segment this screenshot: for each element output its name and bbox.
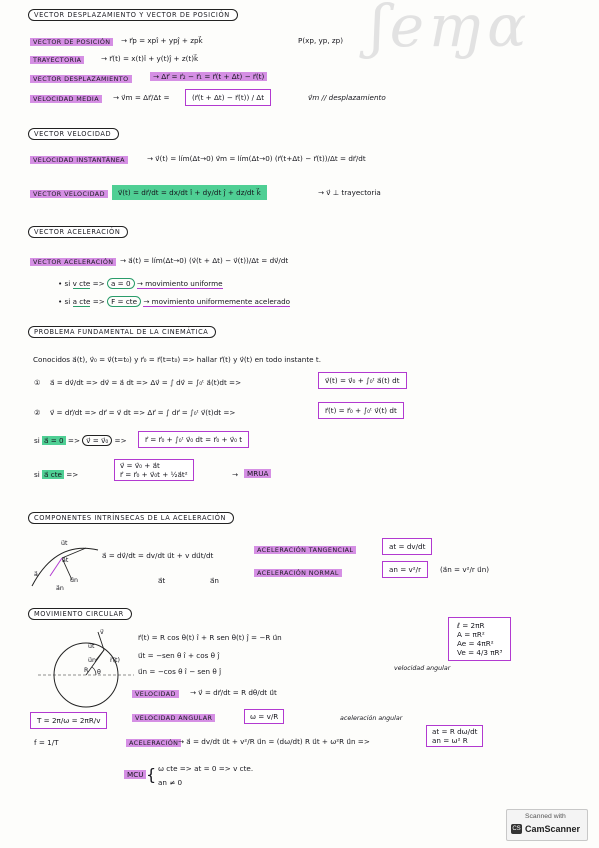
box-at: at = dv/dt (382, 538, 432, 555)
eq1-derivation: a⃗ = dv⃗/dt => dv⃗ = a⃗ dt => Δv⃗ = ∫ dv⃗ = ∫₀ᵗ a⃗(t)dt => (50, 378, 242, 387)
note-vm-desplazamiento: v⃗m // desplazamiento (308, 93, 386, 102)
eq-vector-posicion: → r⃗p = xpî + ypĵ + zpk⃗ (121, 36, 203, 45)
eq-point-p: P(xp, yp, zp) (298, 36, 344, 45)
bullet-v-cte-cond: v cte (72, 279, 91, 288)
eq2-number: ② (34, 408, 41, 417)
eq-velocidad-instantanea: → v⃗(t) = lím(Δt→0) v⃗m = lím(Δt→0) (r⃗(t+Δt) − r⃗(t))/Δt = dr⃗/dt (147, 154, 366, 163)
under-at: a⃗t (158, 576, 166, 585)
camscanner-watermark (506, 809, 588, 841)
fig5-an: a⃗n (56, 585, 64, 592)
section-title-movimiento-circular: MOVIMIENTO CIRCULAR (28, 608, 132, 620)
box-periodo: T = 2π/ω = 2πR/v (30, 712, 107, 729)
fig5-ut: u⃗t (61, 540, 68, 547)
fig6-theta: θ (97, 669, 101, 676)
label-trayectoria: TRAYECTORIA (30, 56, 84, 64)
label-vector-posicion: VECTOR DE POSICIÓN (30, 38, 113, 46)
bullet-a-cte (58, 297, 290, 306)
geom-longitud: ℓ = 2πR (457, 621, 485, 630)
eq3-si: si (34, 436, 40, 445)
eq4-implies: => (66, 470, 79, 479)
camscanner-logo-icon: CS (512, 826, 521, 832)
label-aceleracion-circular: ACELERACIÓN (126, 739, 181, 747)
eq3-implies: => (67, 436, 80, 445)
bullet-a-cero: a = 0 (107, 278, 135, 289)
section-title-aceleracion: VECTOR ACELERACIÓN (28, 226, 128, 238)
bullet-v-cte (58, 279, 223, 288)
eq-un-circular: u⃗n = −cos θ î − sen θ ĵ (138, 667, 222, 676)
tag-mcu: MCU (124, 770, 146, 779)
eq-frecuencia: f = 1/T (34, 738, 59, 747)
tag-mrua: MRUA (244, 469, 271, 478)
eq3-v-v0: v⃗ = v⃗₀ (82, 435, 112, 446)
eq-velocidad-circular: → v⃗ = dr⃗/dt = R dθ/dt u⃗t (190, 688, 277, 697)
section-title-desplazamiento: VECTOR DESPLAZAMIENTO Y VECTOR DE POSICIÓN (28, 9, 238, 21)
box-omega: ω = v/R (244, 709, 284, 724)
eq-aceleracion-circular: → a⃗ = dv/dt u⃗t + v²/R u⃗n = (dω/dt) R u⃗t + ω²R u⃗n => (178, 737, 370, 746)
box-eq1-velocidad: v⃗(t) = v⃗₀ + ∫₀ᵗ a⃗(t) dt (318, 372, 407, 389)
fig5-a: a⃗ (34, 571, 38, 578)
geom-area-esfera: Ae = 4πR² (457, 639, 494, 648)
box-componentes-circular (426, 725, 483, 747)
eq-aceleracion-intrinseca: a⃗ = dv⃗/dt = dv/dt u⃗t + v du⃗t/dt (102, 551, 214, 560)
geom-area: A = πR² (457, 630, 485, 639)
fig6-r: r⃗(t) (110, 657, 120, 664)
eq-desplazamiento: → Δr⃗ = r⃗₂ − r⃗₁ = r⃗(t + Δt) − r⃗(t) (150, 72, 267, 81)
label-velocidad-circular: VELOCIDAD (132, 690, 179, 698)
geom-volumen-esfera: Ve = 4/3 πR³ (457, 648, 503, 657)
eq3-a-cero: a⃗ = 0 (44, 436, 64, 445)
bullet-implies: => (92, 297, 105, 306)
box-eq4-mrua (114, 459, 194, 481)
eq-velocidad-media: → v⃗m = Δr⃗/Δt = (113, 93, 170, 102)
fig6-R: R (84, 667, 89, 674)
label-vector-desplazamiento: VECTOR DESPLAZAMIENTO (30, 75, 132, 83)
bullet-mov-uniforme: → movimiento uniforme (136, 279, 223, 288)
label-aceleracion-tangencial: ACELERACIÓN TANGENCIAL (254, 546, 356, 554)
box-vector-velocidad: v⃗(t) = dr⃗/dt = dx/dt î + dy/dt ĵ + dz/dt k⃗ (112, 185, 267, 200)
bullet-a-cte-cond: a cte (72, 297, 91, 306)
problema-intro: Conocidos a⃗(t), v⃗₀ = v⃗(t=t₀) y r⃗₀ = r⃗(t=t₀) => hallar r⃗(t) y v⃗(t) en todo instante t. (33, 355, 321, 364)
mcu-line1: ω cte => at = 0 => v cte. (158, 764, 254, 773)
box-geometria (448, 617, 511, 661)
eq2-derivation: v⃗ = dr⃗/dt => dr⃗ = v⃗ dt => Δr⃗ = ∫ dr⃗ = ∫₀ᵗ v⃗(t)dt => (50, 408, 236, 417)
eq4-a-cte: a⃗ cte (44, 470, 62, 479)
box-eq3-mru: r⃗ = r⃗₀ + ∫₀ᵗ v⃗₀ dt = r⃗₀ + v⃗₀ t (138, 431, 249, 448)
section-title-componentes-intrinsecas: COMPONENTES INTRÍNSECAS DE LA ACELERACIÓN (28, 512, 234, 524)
label-velocidad-angular: VELOCIDAD ANGULAR (132, 714, 215, 722)
at-circular: at = R dω/dt (432, 727, 478, 736)
eq4-arrow: → (232, 470, 239, 479)
eq3-implies-2: => (114, 436, 127, 445)
eq-r-circular: r⃗(t) = R cos θ(t) î + R sen θ(t) ĵ = −R u⃗n (138, 633, 282, 642)
fig6-ut: u⃗t (88, 643, 95, 650)
note-an-vector: (a⃗n = v²/r u⃗n) (440, 565, 490, 574)
box-velocidad-media: (r⃗(t + Δt) − r⃗(t)) / Δt (185, 89, 271, 106)
section-title-problema-fundamental: PROBLEMA FUNDAMENTAL DE LA CINEMÁTICA (28, 326, 216, 338)
note-velocidad-trayectoria: → v⃗ ⊥ trayectoria (318, 188, 381, 197)
bullet-si: • si (58, 279, 71, 288)
under-an: a⃗n (210, 576, 219, 585)
fig5-at: a⃗t (62, 557, 69, 564)
fig5-un: u⃗n (70, 577, 78, 584)
label-aceleracion-normal: ACELERACIÓN NORMAL (254, 569, 342, 577)
bullet-implies: => (92, 279, 105, 288)
eq-ut-circular: u⃗t = −sen θ î + cos θ ĵ (138, 651, 220, 660)
fig6-un: u⃗n (88, 657, 96, 664)
label-velocidad-instantanea: VELOCIDAD INSTANTÁNEA (30, 156, 128, 164)
label-vector-velocidad: VECTOR VELOCIDAD (30, 190, 108, 198)
eq4-velocidad: v⃗ = v⃗₀ + a⃗t (120, 461, 160, 470)
eq1-number: ① (34, 378, 41, 387)
fig6-v: v⃗ (100, 629, 104, 636)
label-velocidad-media: VELOCIDAD MEDIA (30, 95, 102, 103)
box-eq2-posicion: r⃗(t) = r⃗₀ + ∫₀ᵗ v⃗(t) dt (318, 402, 404, 419)
mcu-line2: an ≠ 0 (158, 778, 183, 787)
note-velocidad-angular: velocidad angular (394, 665, 451, 672)
eq4-row (34, 470, 78, 479)
section-title-velocidad: VECTOR VELOCIDAD (28, 128, 119, 140)
eq4-si: si (34, 470, 40, 479)
watermark-line2: CamScanner (525, 824, 581, 834)
eq4-posicion: r⃗ = r⃗₀ + v⃗₀t + ½a⃗t² (120, 470, 188, 479)
eq3-row (34, 436, 127, 445)
box-an: an = v²/r (382, 561, 428, 578)
watermark-line1: Scanned with (525, 813, 566, 820)
eq-vector-aceleracion: → a⃗(t) = lím(Δt→0) (v⃗(t + Δt) − v⃗(t))/Δt = dv⃗/dt (120, 256, 289, 265)
mcu-brace: { (146, 765, 157, 784)
eq-trayectoria: → r⃗(t) = x(t)î + y(t)ĵ + z(t)k⃗ (101, 54, 199, 63)
label-vector-aceleracion: VECTOR ACELERACIÓN (30, 258, 116, 266)
bullet-mov-acelerado: → movimiento uniformemente acelerado (143, 297, 291, 306)
note-aceleracion-angular: aceleración angular (340, 715, 403, 722)
bullet-f-cte: F = cte (107, 296, 141, 307)
bleed-through-decoration: ʃeɱɑ (370, 0, 531, 60)
an-circular: an = ω² R (432, 736, 468, 745)
bullet-si: • si (58, 297, 71, 306)
